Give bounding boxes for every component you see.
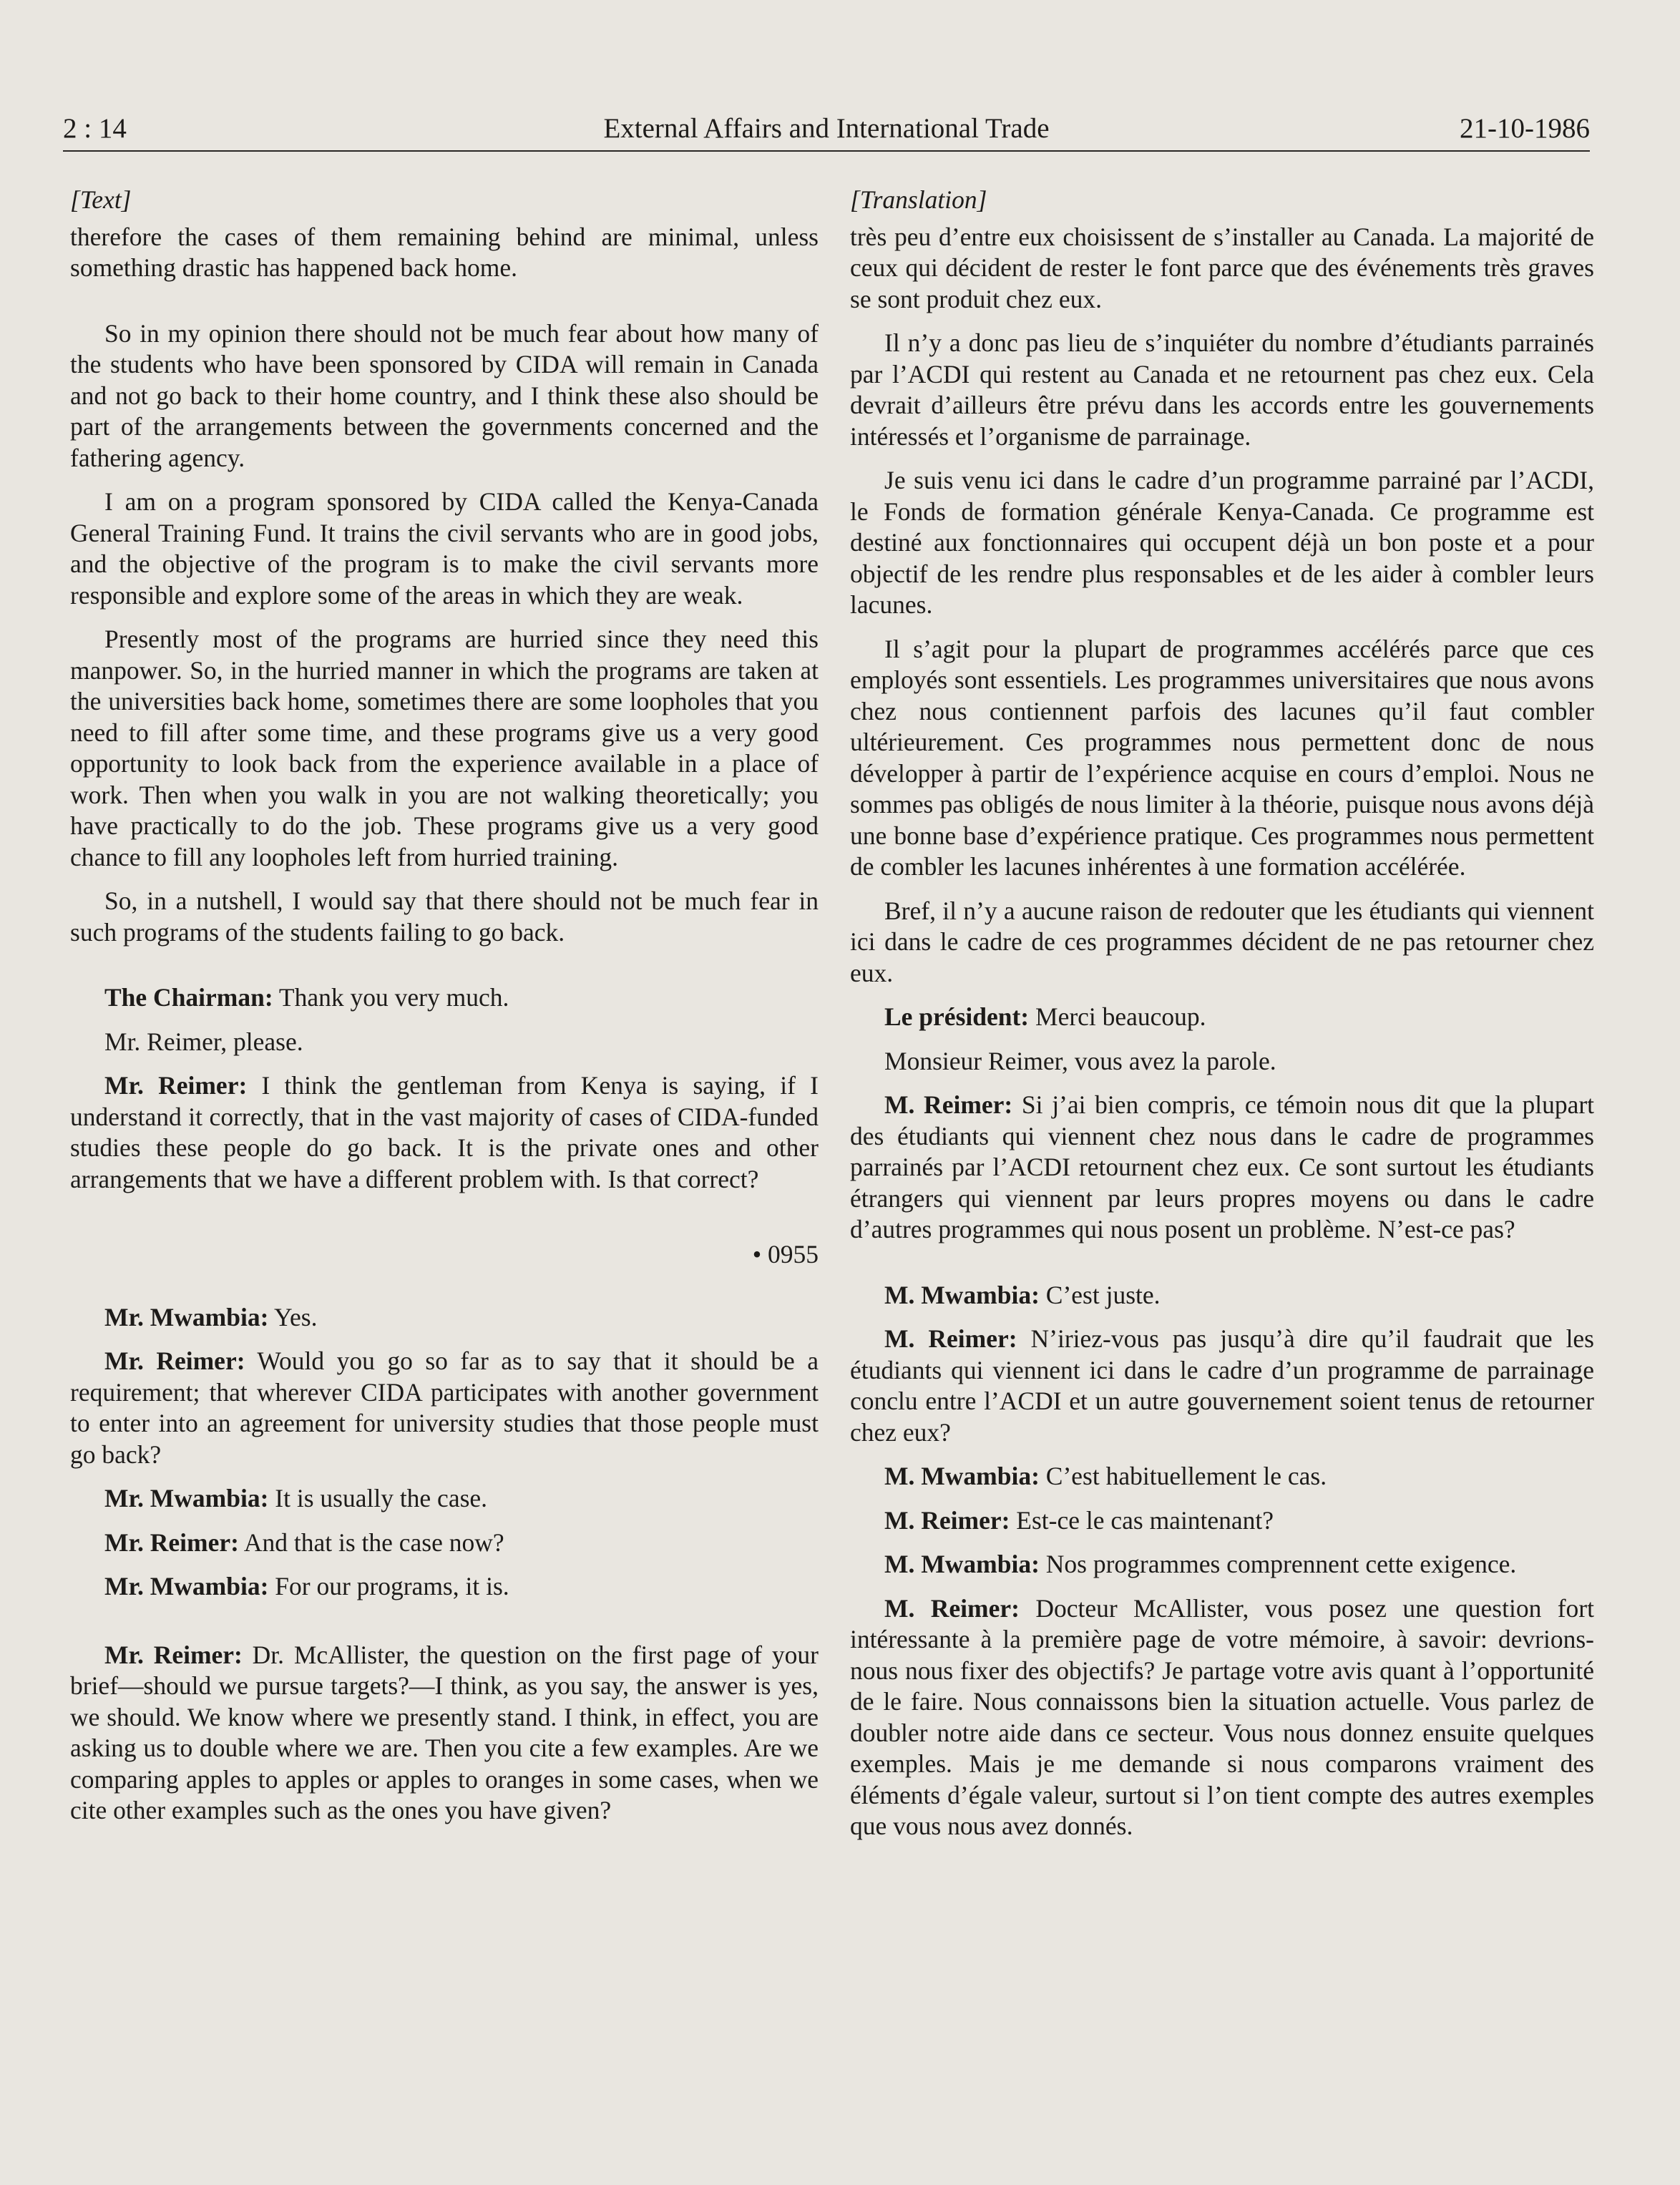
time-marker: • 0955 — [752, 1240, 819, 1269]
speaker-name: M. Mwambia: — [884, 1280, 1040, 1309]
paragraph: So, in a nutshell, I would say that there should not be much fear in such programs of the students failing to go back. — [70, 886, 819, 947]
speech-paragraph — [70, 982, 819, 1014]
speaker-name: The Chairman: — [104, 983, 273, 1012]
speech-paragraph — [850, 1549, 1594, 1580]
paragraph: Il s’agit pour la plupart de programmes accélérés parce que ces employés sont essentiels. Les programmes universitaires que nous avons chez nous contiennent parfois des lacunes qu’il faut combler ultérieurement. Ces programmes nous permettent donc de nous développer à partir de l’expérience acquise en cours d’emploi. Nous ne sommes pas obligés de nous limiter à la théorie, puisque nous avons déjà une bonne base d’expérience pratique. Ces programmes nous permettent de combler les lacunes inhérentes à une formation accélérée. — [850, 634, 1594, 881]
paragraph: Bref, il n’y a aucune raison de redouter que les étudiants qui viennent ici dans le cadre de ces programmes décident de ne pas retourner chez eux. — [850, 896, 1594, 987]
speech-paragraph — [70, 1527, 819, 1559]
paragraph: Monsieur Reimer, vous avez la parole. — [884, 1046, 1276, 1075]
speech-paragraph — [70, 1483, 819, 1515]
speech-paragraph — [850, 1324, 1594, 1448]
speech-text: For our programs, it is. — [268, 1572, 509, 1600]
speaker-name: Mr. Reimer: — [104, 1071, 248, 1100]
speaker-name: M. Reimer: — [884, 1593, 1020, 1623]
speech-text: N’iriez-vous pas jusqu’à dire qu’il faudrait que les étudiants qui viennent ici dans le cadre d’un programme de parrainage conclu entre l’ACDI et un autre gouvernement soient tenus de retourner chez eux? — [850, 1324, 1594, 1447]
header-title: External Affairs and International Trade — [603, 113, 1050, 144]
speech-text: Si j’ai bien compris, ce témoin nous dit que la plupart des étudiants qui viennent chez nous dans le cadre de programmes parrainés par l’ACDI retournent chez eux. Ce sont surtout les étudiants étrangers qui viennent par leurs propres moyens ou dans le cadre d’autres programmes qui nous posent un problème. N’est-ce pas? — [850, 1090, 1595, 1243]
speaker-name: M. Reimer: — [884, 1090, 1013, 1119]
speech-text: I think the gentleman from Kenya is saying, if I understand it correctly, that in the vast majority of cases of CIDA-funded studies these people do go back. It is the private ones and other arrangements that we have a different problem with. Is that correct? — [70, 1071, 819, 1193]
paragraph: I am on a program sponsored by CIDA called the Kenya-Canada General Training Fund. It trains the civil servants who are in good jobs, and the objective of the program is to make the civil servants more responsible and explore some of the areas in which they are weak. — [70, 487, 819, 610]
speaker-name: Mr. Mwambia: — [104, 1572, 269, 1600]
speech-paragraph — [850, 1090, 1594, 1246]
speech-paragraph — [850, 1280, 1594, 1311]
speaker-name: Mr. Mwambia: — [104, 1484, 269, 1512]
speech-text: And that is the case now? — [238, 1527, 504, 1557]
column-label: [Translation] — [850, 185, 987, 214]
speaker-name: M. Mwambia: — [884, 1550, 1040, 1578]
column-label: [Text] — [70, 185, 132, 214]
speech-text: Thank you very much. — [273, 983, 509, 1012]
speaker-name: Mr. Reimer: — [104, 1346, 245, 1375]
paragraph: Je suis venu ici dans le cadre d’un programme parrainé par l’ACDI, le Fonds de formation générale Kenya-Canada. Ce programme est destiné aux fonctionnaires qui occupent déjà un bon poste et a pour objectif de les rendre plus responsables et de les aider à combler leurs lacunes. — [850, 466, 1594, 619]
header-date: 21-10-1986 — [1460, 113, 1590, 144]
speech-paragraph — [850, 1505, 1594, 1537]
header-rule — [63, 150, 1590, 152]
paragraph: Il n’y a donc pas lieu de s’inquiéter du nombre d’étudiants parrainés par l’ACDI qui restent au Canada et ne retournent pas chez eux. Cela devrait d’ailleurs être prévu dans les accords entre les gouvernements intéressés et l’organisme de parrainage. — [850, 328, 1594, 451]
speaker-name: Mr. Reimer: — [104, 1527, 239, 1557]
speech-text: Would you go so far as to say that it should be a requirement; that wherever CIDA participates with another government to enter into an agreement for university studies that those people must go back? — [70, 1346, 819, 1469]
speech-text: C’est juste. — [1039, 1280, 1161, 1309]
french-column — [850, 185, 1594, 1855]
speech-paragraph — [70, 1571, 819, 1603]
speech-paragraph — [70, 1346, 819, 1470]
speaker-name: Mr. Mwambia: — [104, 1302, 269, 1331]
speech-paragraph — [70, 1070, 819, 1195]
running-header — [63, 107, 1590, 150]
speech-text: It is usually the case. — [268, 1484, 488, 1512]
speech-text: Docteur McAllister, vous posez une question fort intéressante à la première page de votre mémoire, à savoir: devrions-nous nous fixer des objectifs? Je partage votre avis quant à l’opportunité de le faire. Nous connaissons bien la situation actuelle. Vous parlez de doubler notre aide dans ce secteur. Vous nous donnez ensuite quelques exemples. Mais je me demande si nous comparons vraiment des éléments d’égale valeur, surtout si l’on tient compte des autres exemples que vous nous avez donnés. — [850, 1593, 1594, 1840]
speech-paragraph — [850, 1593, 1594, 1842]
speech-text: Est-ce le cas maintenant? — [1010, 1505, 1274, 1535]
speaker-name: Mr. Reimer: — [104, 1640, 243, 1669]
speaker-name: Le président: — [884, 1002, 1030, 1031]
paragraph: très peu d’entre eux choisissent de s’installer au Canada. La majorité de ceux qui décident de rester le font parce que des événements très graves se sont produit chez eux. — [850, 222, 1594, 313]
english-column — [70, 185, 819, 1839]
paragraph: Mr. Reimer, please. — [104, 1027, 303, 1056]
speech-paragraph — [70, 1302, 819, 1334]
speech-text: Nos programmes comprennent cette exigence. — [1039, 1550, 1517, 1578]
speech-text: Dr. McAllister, the question on the first page of your brief—should we pursue targets?—I think, as you say, the answer is yes, we should. We know where we presently stand. I think, in effect, you are asking us to double where we are. Then you cite a few examples. Are we comparing apples to apples or apples to oranges in some cases, when we cite other examples such as the ones you have given? — [70, 1640, 819, 1824]
paragraph: therefore the cases of them remaining behind are minimal, unless something drastic has happened back home. — [70, 222, 819, 282]
speech-paragraph — [70, 1640, 819, 1827]
speech-paragraph — [850, 1002, 1594, 1033]
speaker-name: M. Mwambia: — [884, 1462, 1040, 1490]
page-number: 2 : 14 — [63, 113, 127, 144]
speaker-name: M. Reimer: — [884, 1505, 1010, 1535]
speech-text: Merci beaucoup. — [1029, 1002, 1206, 1031]
paragraph: Presently most of the programs are hurried since they need this manpower. So, in the hurried manner in which the programs are taken at the universities back home, sometimes there are some loopholes that you need to fill after some time, and these programs give us a very good opportunity to look back from the experience available in a place of work. Then when you walk in you are not walking theoretically; you have practically to do the job. These programs give us a very good chance to fill any loopholes left from hurried training. — [70, 625, 819, 871]
paragraph: So in my opinion there should not be much fear about how many of the students who have been sponsored by CIDA will remain in Canada and not go back to their home country, and I think these also should be part of the arrangements between the governments concerned and the fathering agency. — [70, 318, 819, 472]
speech-paragraph — [850, 1461, 1594, 1492]
speech-text: Yes. — [268, 1302, 318, 1331]
speaker-name: M. Reimer: — [884, 1324, 1017, 1353]
speech-text: C’est habituellement le cas. — [1039, 1462, 1327, 1490]
